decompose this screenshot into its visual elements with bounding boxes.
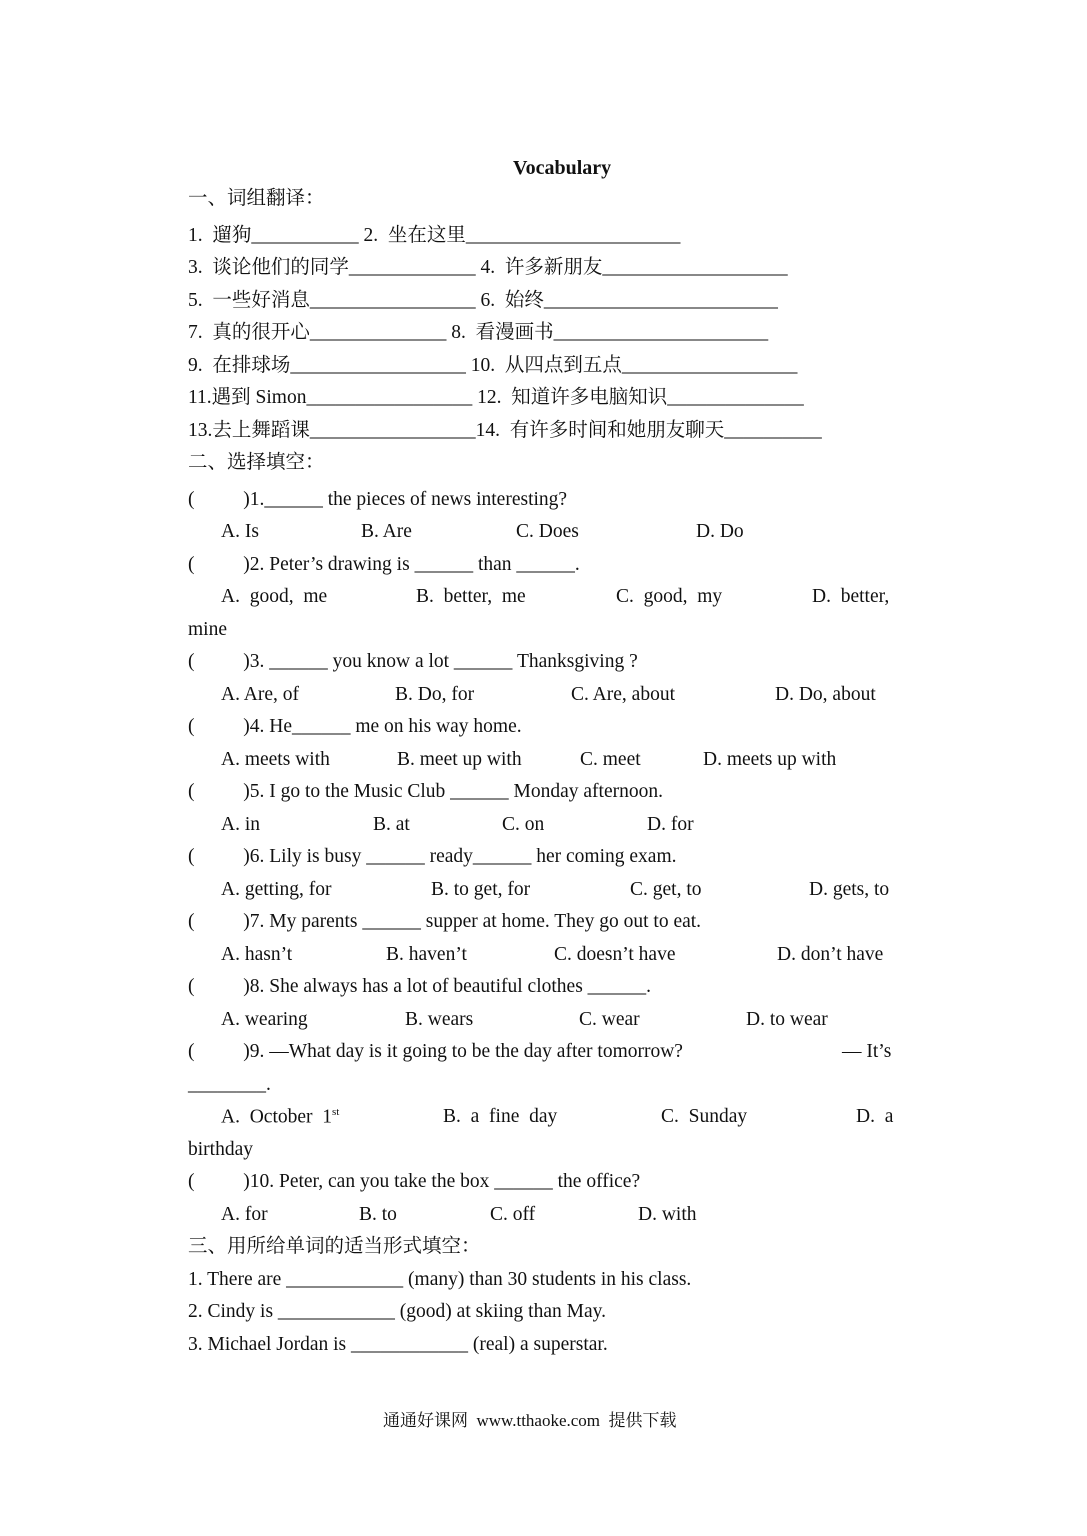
option-a: A. meets with — [221, 749, 330, 770]
option-d: D. better, — [812, 586, 890, 607]
option-c: C. wear — [579, 1009, 640, 1030]
question-stem: ( )6. Lily is busy ______ ready______ her coming exam. — [188, 846, 677, 867]
option-d: D. don’t have — [777, 944, 884, 965]
fill-item: 3. Michael Jordan is ____________ (real) a superstar. — [188, 1334, 608, 1355]
option-a: A. hasn’t — [221, 944, 293, 965]
option-c: C. doesn’t have — [554, 944, 676, 965]
option-c: C. Sunday — [661, 1106, 748, 1127]
option-a: A. for — [221, 1204, 268, 1225]
question-stem: ( )5. I go to the Music Club ______ Monday afternoon. — [188, 781, 663, 802]
question-stem: ( )8. She always has a lot of beautiful clothes ______. — [188, 976, 652, 997]
section3-heading: 三、用所给单词的适当形式填空： — [188, 1234, 481, 1257]
option-b: B. better, me — [416, 586, 526, 607]
option-a: A. good, me — [221, 586, 328, 607]
option-c: C. get, to — [630, 879, 702, 900]
question-stem: ( )7. My parents ______ supper at home. They go out to eat. — [188, 911, 702, 932]
question-stem: ( )2. Peter’s drawing is ______ than ______. — [188, 554, 580, 575]
ordinal-suffix: st — [332, 1106, 340, 1118]
option-a: A. wearing — [221, 1009, 308, 1030]
question-stem: ( )9. —What day is it going to be the day after tomorrow? — [188, 1041, 683, 1062]
option-b: B. a fine day — [443, 1106, 558, 1127]
option-a-text: A. October 1 — [221, 1106, 333, 1128]
option-c: C. on — [502, 814, 545, 835]
option-b: B. meet up with — [397, 749, 522, 770]
phrase-row: 9. 在排球场__________________ 10. 从四点到五点__________________ — [188, 355, 798, 376]
option-c: C. Are, about — [571, 684, 675, 705]
option-d: D. for — [647, 814, 694, 835]
option-c: C. off — [490, 1204, 536, 1225]
option-c: C. meet — [580, 749, 641, 770]
option-a: A. in — [221, 814, 260, 835]
option-c: C. Does — [516, 521, 579, 542]
option-b: B. to — [359, 1204, 397, 1225]
option-d: D. gets, to — [809, 879, 890, 900]
page-footer: 通通好课网 www.tthaoke.com 提供下载 — [383, 1411, 677, 1430]
option-d: D. a — [856, 1106, 894, 1127]
page-title: Vocabulary — [513, 157, 612, 179]
option-c: C. good, my — [616, 586, 723, 607]
option-wrap: mine — [188, 619, 227, 640]
option-b: B. Are — [361, 521, 412, 542]
option-b: B. to get, for — [431, 879, 531, 900]
answer-blank: ________. — [188, 1074, 271, 1095]
option-b: B. at — [373, 814, 410, 835]
option-d: D. meets up with — [703, 749, 837, 770]
option-a — [221, 1107, 339, 1127]
option-a: A. Are, of — [221, 684, 299, 705]
fill-item: 1. There are ____________ (many) than 30 students in his class. — [188, 1269, 692, 1290]
question-stem: ( )4. He______ me on his way home. — [188, 716, 522, 737]
question-stem: ( )10. Peter, can you take the box ______ the office? — [188, 1171, 641, 1192]
question-stem: ( )3. ______ you know a lot ______ Thanksgiving ? — [188, 651, 638, 672]
phrase-row: 3. 谈论他们的同学_____________ 4. 许多新朋友___________________ — [188, 257, 788, 278]
option-d: D. Do — [696, 521, 744, 542]
phrase-row: 1. 遛狗___________ 2. 坐在这里______________________ — [188, 225, 681, 246]
section1-heading: 一、词组翻译： — [188, 186, 325, 209]
question-stem: ( )1.______ the pieces of news interesting? — [188, 489, 568, 510]
question-stem-end: — It’s — [842, 1041, 892, 1062]
phrase-row: 5. 一些好消息_________________ 6. 始终________________________ — [188, 290, 778, 311]
option-d: D. to wear — [746, 1009, 828, 1030]
phrase-row: 13.去上舞蹈课_________________14. 有许多时间和她朋友聊天__________ — [188, 420, 822, 441]
option-a: A. getting, for — [221, 879, 332, 900]
option-d: D. with — [638, 1204, 697, 1225]
option-b: B. wears — [405, 1009, 474, 1030]
option-b: B. Do, for — [395, 684, 475, 705]
phrase-row: 7. 真的很开心______________ 8. 看漫画书______________________ — [188, 322, 769, 343]
phrase-row: 11.遇到 Simon_________________ 12. 知道许多电脑知识______________ — [188, 387, 804, 408]
section2-heading: 二、选择填空： — [188, 450, 325, 473]
option-b: B. haven’t — [386, 944, 467, 965]
option-a: A. Is — [221, 521, 259, 542]
option-wrap: birthday — [188, 1139, 253, 1160]
option-d: D. Do, about — [775, 684, 876, 705]
fill-item: 2. Cindy is ____________ (good) at skiing than May. — [188, 1301, 606, 1322]
